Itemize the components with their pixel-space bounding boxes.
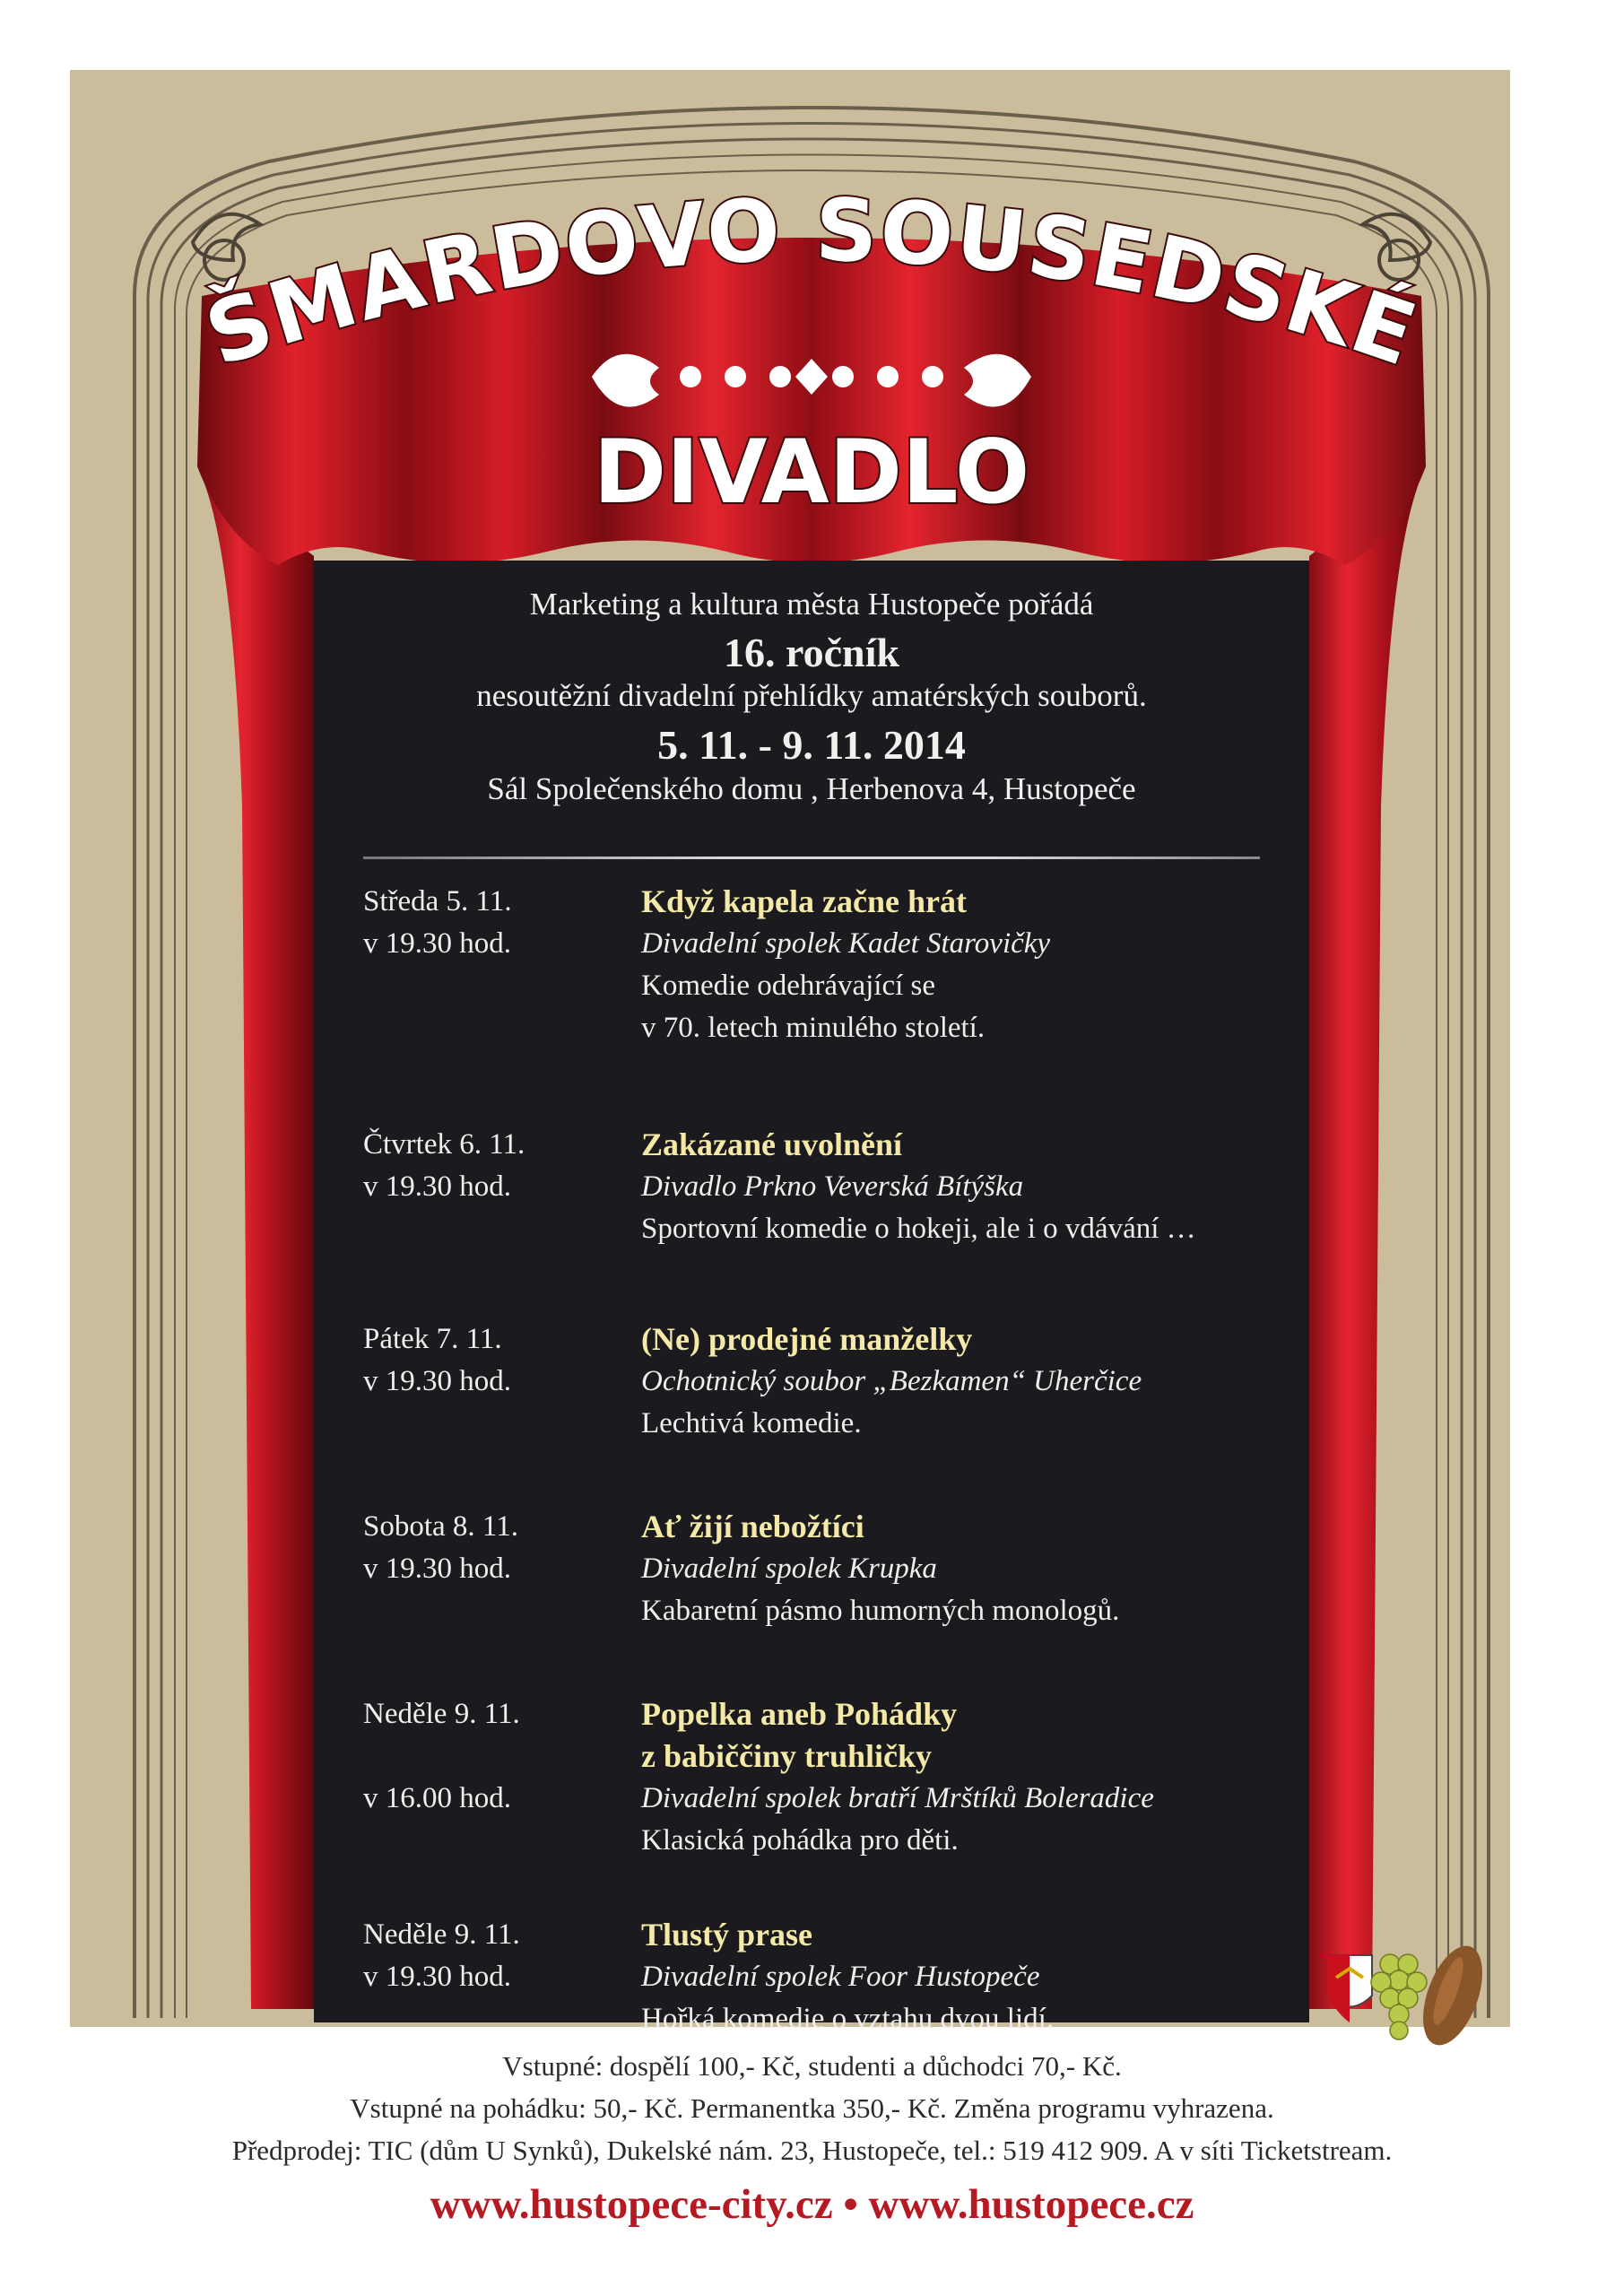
footer [0,2045,1624,2231]
event-day: Neděle 9. 11. [363,1698,520,1730]
svg-text:ŠMARDOVO SOUSEDSKÉ [194,180,1429,387]
title-line1: ŠMARDOVO SOUSEDSKÉ [194,179,1429,387]
event-day: Pátek 7. 11. [363,1323,502,1355]
event-note: Klasická pohádka pro děti. [641,1824,959,1857]
website-links[interactable]: www.hustopece-city.cz • www.hustopece.cz [430,2181,1194,2228]
event-time: v 19.30 hod. [363,1961,511,1993]
program-event [363,1318,1305,1445]
event-day: Středa 5. 11. [363,885,512,918]
event-group: Divadlo Prkno Veverská Bítýška [641,1170,1024,1203]
event-time: v 19.30 hod. [363,1170,511,1203]
event-time: v 19.30 hod. [363,927,511,960]
dates-text: 5. 11. - 9. 11. 2014 [657,722,966,768]
title-line2: DIVADLO [593,422,1030,524]
divider [363,857,1260,859]
footer-line1: Vstupné: dospělí 100,- Kč, studenti a důchodci 70,- Kč. [502,2050,1122,2082]
program-event [363,1124,1305,1250]
grapes-almond-logo-icon [1309,1937,1489,2063]
event-group: Divadelní spolek Foor Hustopeče [641,1961,1040,1993]
event-note: Kabaretní pásmo humorných monologů. [641,1595,1120,1627]
event-title: Tlustý prase [641,1917,813,1952]
event-group: Divadelní spolek Kadet Starovičky [641,927,1051,960]
event-note: Hořká komedie o vztahu dvou lidí. [641,2003,1055,2035]
program-event [363,1506,1305,1632]
organizer-text: Marketing a kultura města Hustopeče pořádá [529,587,1094,622]
event-group: Divadelní spolek Krupka [641,1552,937,1585]
program-event [363,1914,1305,2040]
event-day: Sobota 8. 11. [363,1510,518,1543]
program-list [363,881,1305,2040]
heart-ornament-icon [592,354,1031,407]
event-title: (Ne) prodejné manželky [641,1321,973,1357]
footer-line2: Vstupné na pohádku: 50,- Kč. Permanentka 350,- Kč. Změna programu vyhrazena. [350,2092,1274,2124]
coat-of-arms-icon [1327,1955,1372,2022]
event-group: Divadelní spolek bratří Mrštíků Boleradice [641,1782,1154,1814]
event-title: Zakázané uvolnění [641,1126,903,1162]
event-title: Popelka aneb Pohádky [641,1696,958,1732]
event-time: v 16.00 hod. [363,1782,511,1814]
event-title: z babiččiny truhličky [641,1738,933,1774]
event-day: Čtvrtek 6. 11. [363,1128,525,1161]
event-day: Neděle 9. 11. [363,1918,520,1951]
event-group: Ochotnický soubor „Bezkamen“ Uherčice [641,1365,1142,1397]
footer-line3: Předprodej: TIC (dům U Synků), Dukelské nám. 23, Hustopeče, tel.: 519 412 909. A v síti Ticketstream. [231,2135,1393,2166]
title-block [0,0,1624,574]
event-note: Sportovní komedie o hokeji, ale i o vdávání … [641,1213,1196,1245]
event-title: Ať žijí nebožtíci [641,1509,864,1544]
event-title: Když kapela začne hrát [641,883,967,919]
program-event [363,1693,1305,1862]
event-note: Komedie odehrávající se [641,970,936,1002]
event-note: v 70. letech minulého století. [641,1012,986,1044]
edition-text: 16. ročník [724,630,899,675]
description-text: nesoutěžní divadelní přehlídky amatérských souborů. [476,678,1147,713]
event-note: Lechtivá komedie. [641,1407,862,1439]
intro-block [314,585,1309,807]
program-event [363,881,1305,1049]
venue-text: Sál Společenského domu , Herbenova 4, Hustopeče [487,771,1136,806]
event-time: v 19.30 hod. [363,1365,511,1397]
event-time: v 19.30 hod. [363,1552,511,1585]
